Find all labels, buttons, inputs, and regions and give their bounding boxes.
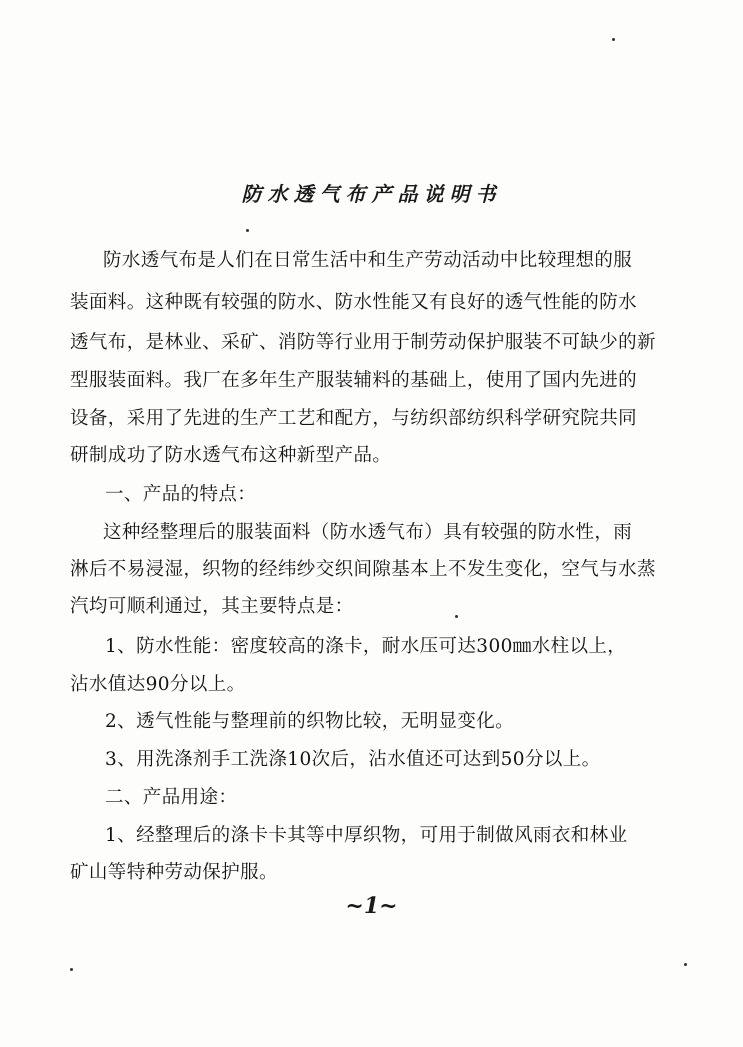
paragraph-line: 这种经整理后的服装面料（防水透气布）具有较强的防水性，雨 <box>103 522 633 543</box>
list-item: 2、透气性能与整理前的织物比较，无明显变化。 <box>105 711 515 732</box>
scan-speck <box>246 229 249 232</box>
paragraph-line: 汽均可顺利通过，其主要特点是： <box>70 596 354 617</box>
list-item: 1、经整理后的涤卡卡其等中厚织物，可用于制做风雨衣和林业 <box>105 825 628 846</box>
scan-speck <box>684 963 687 966</box>
paragraph-line: 淋后不易浸湿，织物的经纬纱交织间隙基本上不发生变化，空气与水蒸 <box>70 559 656 580</box>
paragraph-line: 透气布，是林业、采矿、消防等行业用于制劳动保护服装不可缺少的新 <box>70 332 656 353</box>
section-heading: 一、产品的特点： <box>105 484 257 505</box>
list-item-continuation: 矿山等特种劳动保护服。 <box>70 862 278 883</box>
paragraph-line: 型服装面料。我厂在多年生产服装辅料的基础上，使用了国内先进的 <box>70 370 638 391</box>
scan-speck <box>455 615 458 618</box>
paragraph-line: 防水透气布是人们在日常生活中和生产劳动活动中比较理想的服 <box>103 250 633 271</box>
section-heading: 二、产品用途： <box>105 787 238 808</box>
paragraph-line: 研制成功了防水透气布这种新型产品。 <box>70 445 392 466</box>
paragraph-line: 装面料。这种既有较强的防水、防水性能又有良好的透气性能的防水 <box>70 292 638 313</box>
list-item-continuation: 沾水值达90分以上。 <box>70 674 246 695</box>
list-item: 1、防水性能：密度较高的涤卡，耐水压可达300㎜水柱以上， <box>105 636 627 657</box>
scan-speck <box>70 968 73 971</box>
scan-speck <box>612 38 615 41</box>
document-title: 防水透气布产品说明书 <box>241 182 502 206</box>
page-number: ~1~ <box>345 893 398 919</box>
list-item: 3、用洗涤剂手工洗涤10次后，沾水值还可达到50分以上。 <box>105 749 601 770</box>
paragraph-line: 设备，采用了先进的生产工艺和配方，与纺织部纺织科学研究院共同 <box>70 408 638 429</box>
